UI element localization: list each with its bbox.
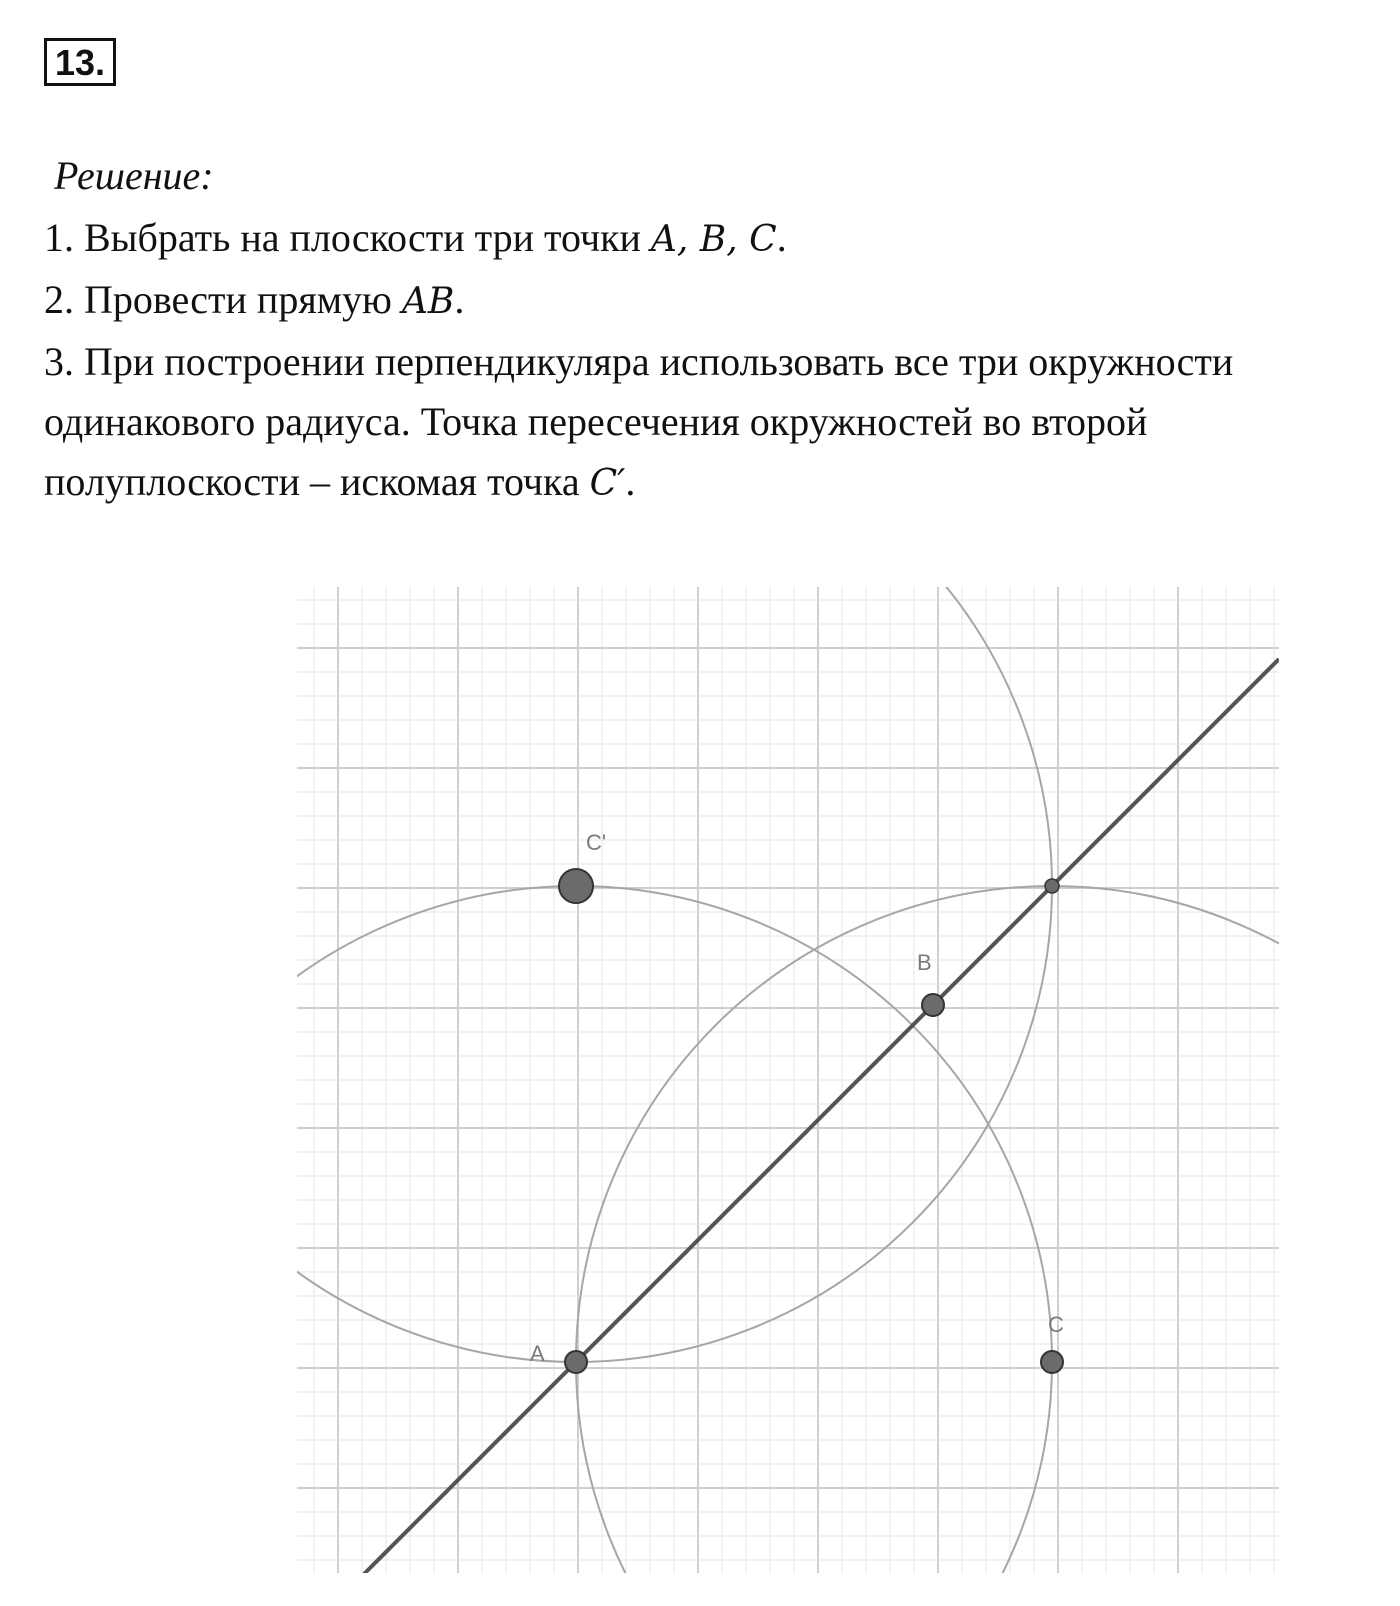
step-1-end: .	[776, 215, 787, 260]
line-ab	[364, 659, 1279, 1574]
step-3-math: C′	[589, 463, 626, 504]
label-c: C	[1048, 1312, 1064, 1337]
point-c	[1041, 1351, 1063, 1373]
step-1-text: 1. Выбрать на плоскости три точки	[44, 215, 651, 260]
step-2-math: AB	[401, 281, 455, 322]
point-c-prime	[559, 869, 593, 903]
solution-heading-colon: :	[200, 153, 214, 198]
step-3-text: 3. При построении перпендикуляра использовать все три окружности одинакового радиуса. Точка пересечения окружностей во второй полуплоскости – искомая точка	[44, 339, 1234, 504]
label-c-prime: C'	[586, 830, 607, 855]
intersection-point	[1045, 879, 1059, 893]
circle-center-c	[576, 886, 1400, 1606]
step-3-end: .	[625, 459, 636, 504]
point-b	[922, 994, 944, 1016]
grid	[297, 587, 1279, 1573]
label-a: A	[530, 1341, 545, 1366]
step-2-text: 2. Провести прямую	[44, 277, 402, 322]
circle-center-a	[100, 886, 1052, 1606]
step-2-end: .	[454, 277, 465, 322]
point-a	[565, 1351, 587, 1373]
label-b: B	[917, 950, 932, 975]
step-1-math: A, B, C	[650, 219, 777, 260]
problem-number: 13.	[44, 38, 116, 86]
solution-heading-text: Решение	[54, 153, 201, 198]
